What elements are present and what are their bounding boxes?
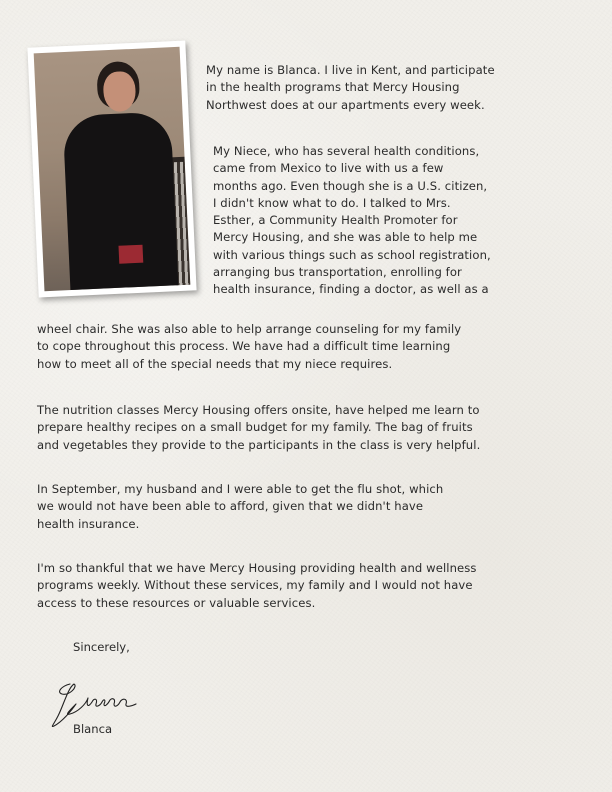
text-line: health insurance. [37, 516, 140, 531]
text-line: and vegetables they provide to the participants in the class is very helpful. [37, 437, 481, 452]
text-line: My name is Blanca. I live in Kent, and participate [206, 63, 495, 77]
text-line: months ago. Even though she is a U.S. citizen, [213, 178, 488, 193]
niece-paragraph-continued [37, 321, 461, 373]
black-coat [63, 111, 179, 291]
text-line: we would not have been able to afford, given that we didn't have [37, 499, 424, 514]
text-line: My Niece, who has several health conditions, [213, 144, 480, 158]
text-line: health insurance, finding a doctor, as well as a [213, 282, 489, 297]
thanks-paragraph [37, 560, 477, 612]
text-line: access to these resources or valuable services. [37, 595, 316, 610]
text-line: prepare healthy recipes on a small budget for my family. The bag of fruits [37, 420, 473, 435]
text-line: to cope throughout this process. We have had a difficult time learning [37, 339, 451, 354]
text-line: how to meet all of the special needs that my niece requires. [37, 356, 393, 371]
text-line: with various things such as school registration, [213, 247, 491, 262]
face [103, 71, 137, 112]
text-line: in the health programs that Mercy Housing [206, 80, 460, 95]
portrait-photo-frame [27, 41, 196, 298]
text-line: I'm so thankful that we have Mercy Housing providing health and wellness [37, 561, 477, 575]
text-line: arranging bus transportation, enrolling for [213, 265, 462, 280]
text-line: Esther, a Community Health Promoter for [213, 213, 458, 228]
text-line: came from Mexico to live with us a few [213, 161, 444, 176]
text-line: Mercy Housing, and she was able to help me [213, 230, 478, 245]
text-line: The nutrition classes Mercy Housing offers onsite, have helped me learn to [37, 403, 480, 417]
portrait-photo [34, 47, 191, 291]
text-line: programs weekly. Without these services, my family and I would not have [37, 578, 473, 593]
intro-paragraph [206, 62, 495, 114]
text-line: I didn't know what to do. I talked to Mrs. [213, 195, 451, 210]
text-line: In September, my husband and I were able to get the flu shot, which [37, 482, 444, 496]
text-line: Northwest does at our apartments every week. [206, 97, 485, 112]
closing-salutation: Sincerely, [73, 640, 130, 654]
flu-shot-paragraph [37, 481, 443, 533]
nutrition-paragraph [37, 402, 480, 454]
niece-paragraph-indented [213, 143, 491, 299]
red-shirt [118, 245, 143, 264]
text-line: wheel chair. She was also able to help arrange counseling for my family [37, 322, 462, 336]
signed-name: Blanca [73, 722, 113, 736]
